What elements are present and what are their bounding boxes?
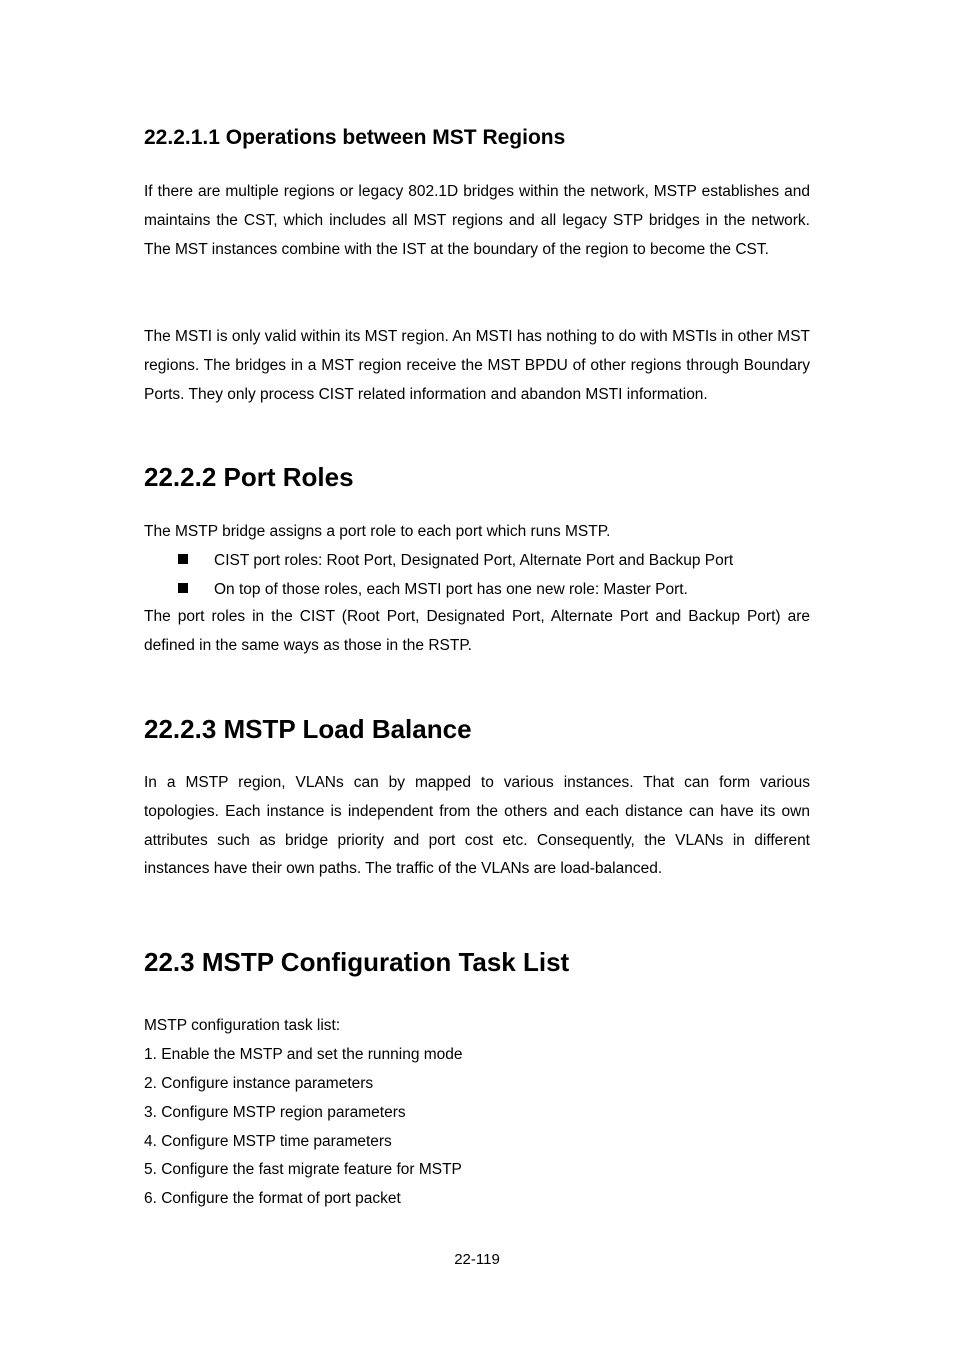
paragraph-msti-validity: The MSTI is only valid within its MST region. An MSTI has nothing to do with MSTIs in other MST regions. The bridges in a MST region receive the MST BPDU of other regions through Boundary Ports. They only process CIST related information and abandon MSTI information. [144,328,810,403]
bullet-text: On top of those roles, each MSTI port has one new role: Master Port. [214,581,688,598]
list-item: 1. Enable the MSTP and set the running mode [144,1046,463,1063]
square-bullet-icon [178,554,188,564]
list-item: 6. Configure the format of port packet [144,1190,401,1207]
section-heading-mstp-load-balance: 22.2.3 MSTP Load Balance [144,714,472,744]
paragraph-cist-port-roles: The port roles in the CIST (Root Port, Designated Port, Alternate Port and Backup Port) are defined in the same ways as those in the RSTP. [144,608,810,654]
list-item [178,580,688,600]
paragraph-load-balance: In a MSTP region, VLANs can by mapped to various instances. That can form various topologies. Each instance is independent from the others and each distance can have its own attributes such as bridge priority and port cost etc. Consequently, the VLANs in different instances have their own paths. The traffic of the VLANs are load-balanced. [144,774,810,878]
list-item: 5. Configure the fast migrate feature for MSTP [144,1161,462,1178]
list-item [178,551,733,571]
task-list-intro: MSTP configuration task list: [144,1017,341,1034]
port-roles-intro: The MSTP bridge assigns a port role to each port which runs MSTP. [144,523,611,540]
list-item: 2. Configure instance parameters [144,1075,374,1092]
square-bullet-icon [178,583,188,593]
section-heading-port-roles: 22.2.2 Port Roles [144,462,354,492]
section-heading-operations-between-mst-regions: 22.2.1.1 Operations between MST Regions [144,126,566,149]
paragraph-mstp-cst: If there are multiple regions or legacy 802.1D bridges within the network, MSTP establishes and maintains the CST, which includes all MST regions and all legacy STP bridges in the network. The MST instances combine with the IST at the boundary of the region to become the CST. [144,183,810,258]
bullet-text: CIST port roles: Root Port, Designated Port, Alternate Port and Backup Port [214,552,734,569]
section-heading-mstp-configuration-task-list: 22.3 MSTP Configuration Task List [144,947,570,977]
list-item: 3. Configure MSTP region parameters [144,1104,406,1121]
page-number: 22-119 [454,1251,500,1268]
list-item: 4. Configure MSTP time parameters [144,1133,392,1150]
